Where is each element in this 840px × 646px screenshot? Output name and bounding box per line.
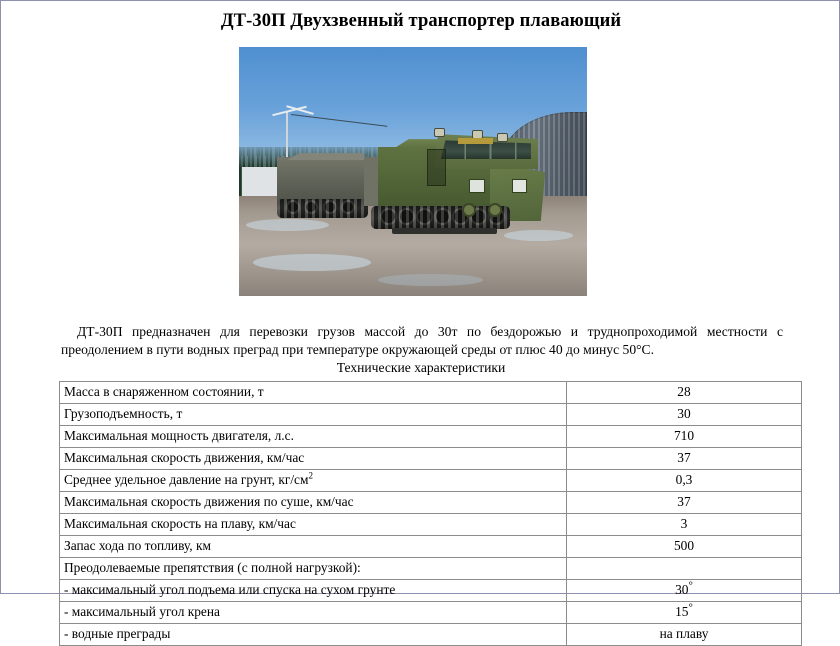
spec-name [60,404,567,426]
spec-value [567,404,802,426]
tow-hook [488,203,502,217]
spec-value [567,536,802,558]
table-row [60,382,802,404]
degree-symbol: ° [688,601,693,614]
spec-name-text: Максимальная скорость движения, км/час [64,450,305,465]
tow-hook [462,203,476,217]
spec-name-text: Среднее удельное давление на грунт, кг/см [64,472,309,487]
table-row [60,448,802,470]
spec-value [567,448,802,470]
roof-lamp [434,128,445,137]
table-caption: Технические характеристики [336,360,506,375]
spec-name-text: Запас хода по топливу, км [64,538,211,553]
puddle [378,274,482,286]
side-window [512,179,527,193]
spec-value [567,492,802,514]
spec-value [567,426,802,448]
road-wheel [380,208,397,225]
table-row [60,492,802,514]
background-truck [242,167,277,197]
specifications-body [60,382,802,646]
table-row [60,426,802,448]
table-row [60,602,802,624]
road-wheel [416,208,433,225]
spec-name [60,426,567,448]
spec-name-text: Масса в снаряженном состоянии, т [64,384,264,399]
road-wheel [323,200,337,214]
spec-name [60,558,567,580]
spec-value-text: на плаву [659,626,709,641]
side-hatch [427,149,446,186]
spec-name [60,624,567,646]
spec-name-text: - водные преграды [64,626,171,641]
vehicle-photo [239,47,587,296]
spec-value-text: 37 [677,494,691,509]
roof-lamp [497,133,508,142]
table-row [60,536,802,558]
spec-value [567,580,802,602]
spec-value-text: 15 [675,604,689,619]
spec-value-text: 0,3 [675,472,693,487]
road-wheel [434,208,451,225]
road-wheel [341,200,355,214]
spec-name-text: Максимальная мощность двигателя, л.с. [64,428,294,443]
spec-value-text: 30 [677,406,691,421]
intro-paragraph: ДТ-30П предназначен для перевозки грузов массой до 30т по бездорожью и труднопроходимой местности с преодолением в пути водных преград при температуре окружающей среды от плюс 40 до минус 50°С. [61,323,783,358]
road-wheel [304,200,318,214]
spec-value-text: 710 [673,428,695,443]
rear-track [277,199,367,218]
road-wheel [286,200,300,214]
spec-value-text: 500 [673,538,695,553]
spec-name [60,514,567,536]
spec-name-text: - максимальный угол крена [64,604,220,619]
spec-name-text: - максимальный угол подъема или спуска на сухом грунте [64,582,396,597]
side-window [469,179,485,193]
spec-value-text: 28 [677,384,691,399]
roof-marking [458,138,493,144]
spec-value-text: 37 [677,450,691,465]
spec-name [60,470,567,492]
spec-name [60,492,567,514]
page-title: ДТ-30П Двухзвенный транспортер плавающий [220,11,622,31]
spec-name-text: Грузоподъемность, т [64,406,183,421]
track-skirt [392,228,496,234]
spec-value-text: 30 [675,582,689,597]
spec-name [60,382,567,404]
photo-scene [239,47,587,296]
table-row [60,624,802,646]
spec-value [567,470,802,492]
spec-name-superscript: 2 [308,470,313,481]
spec-value [567,382,802,404]
spec-value [567,624,802,646]
spec-value [567,602,802,624]
spec-name [60,536,567,558]
puddle [253,254,371,271]
spec-name-text: Преодолеваемые препятствия (с полной нагрузкой): [64,560,361,575]
spec-name [60,602,567,624]
specifications-table [59,381,802,646]
table-row [60,558,802,580]
spec-name [60,448,567,470]
degree-symbol: ° [688,579,693,592]
spec-name-text: Максимальная скорость на плаву, км/час [64,516,296,531]
spec-value [567,558,802,580]
spec-name-text: Максимальная скорость движения по суше, км/час [64,494,354,509]
table-row [60,580,802,602]
road-wheel [398,208,415,225]
table-row [60,404,802,426]
table-row [60,470,802,492]
table-row [60,514,802,536]
spec-value-text: 3 [680,516,688,531]
spec-value [567,514,802,536]
spec-name [60,580,567,602]
